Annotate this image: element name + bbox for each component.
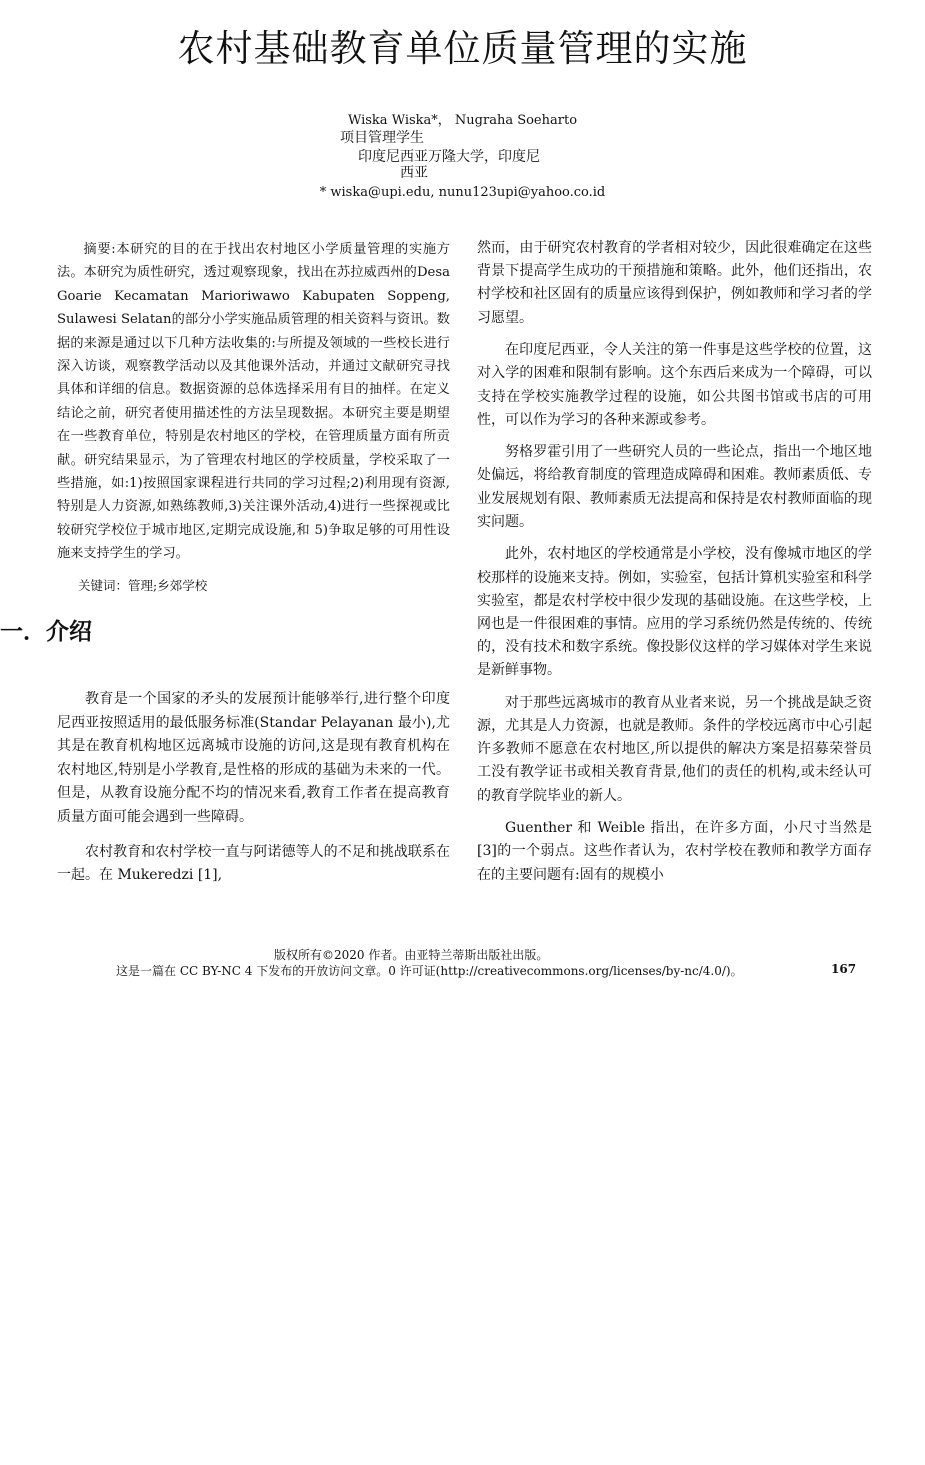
keywords: 关键词：管理;乡郊学校 bbox=[78, 578, 208, 593]
intro-left-column bbox=[57, 688, 450, 899]
footer-copyright: 版权所有©2020 作者。由亚特兰蒂斯出版社出版。 bbox=[274, 948, 549, 962]
author-names: Wiska Wiska*， Nugraha Soeharto bbox=[347, 113, 578, 128]
paragraph: 对于那些远离城市的教育从业者来说，另一个挑战是缺乏资源，尤其是人力资源，也就是教师。条件的学校远离市中心引起许多教师不愿意在农村地区,所以提供的解决方案是招募荣誉员工没有教学证书或相关教育背景,他们的责任的机构,或未经认可的教育学院毕业的新人。 bbox=[477, 694, 872, 804]
author-emails: * wiska@upi.edu, nunu123upi@yahoo.co.id bbox=[319, 185, 606, 200]
paragraph: 在印度尼西亚，令人关注的第一件事是这些学校的位置，这对入学的困难和限制有影响。这个东西后来成为一个障碍，可以支持在学校实施教学过程的设施，如公共图书馆或书店的可用性，可以作为学习的各种来源或参考。 bbox=[477, 342, 872, 428]
paragraph: 此外，农村地区的学校通常是小学校，没有像城市地区的学校那样的设施来支持。例如，实验室，包括计算机实验室和科学实验室，都是农村学校中很少发现的基础设施。在这些学校，上网也是一件很困难的事情。应用的学习系统仍然是传统的、传统的，没有技术和数字系统。像投影仪这样的学习媒体对学生来说是新鲜事物。 bbox=[477, 546, 872, 679]
abstract-block bbox=[57, 238, 450, 566]
footer-license: 这是一篇在 CC BY-NC 4 下发布的开放访问文章。0 许可证(http://creativecommons.org/licenses/by-nc/4.0/)。 bbox=[116, 964, 743, 978]
page-number: 167 bbox=[831, 962, 857, 976]
abstract-text: 摘要:本研究的目的在于找出农村地区小学质量管理的实施方法。本研究为质性研究，透过观察现象，找出在苏拉威西州的Desa Goarie Kecamatan Marioriwawo Kabupaten Soppeng, Sulawesi Selatan的部分小学实施品质管理的相关资料与资讯。数据的来源是通过以下几种方法收集的:与所提及领域的一些校长进行深入访谈，观察教学活动以及其他课外活动，并通过文献研究寻找具体和详细的信息。数据资源的总体选择采用有目的抽样。在定义结论之前，研究者使用描述性的方法呈现数据。本研究主要是期望在一些教育单位，特别是农村地区的学校，在管理质量方面有所贡献。研究结果显示，为了管理农村地区的学校质量，学校采取了一些措施，如:1)按照国家课程进行共同的学习过程;2)利用现有资源,特别是人力资源,如熟练教师,3)关注课外活动,4)进行一些探视或比较研究学校位于城市地区,定期完成设施,和 5)争取足够的可用性设施来支持学生的学习。 bbox=[57, 242, 450, 562]
paper-title: 农村基础教育单位质量管理的实施 bbox=[177, 27, 748, 70]
section-heading: 一．介绍 bbox=[0, 619, 92, 645]
paragraph: 努格罗霍引用了一些研究人员的一些论点，指出一个地区地处偏远，将给教育制度的管理造成障碍和困难。教师素质低、专业发展规划有限、教师素质无法提高和保持是农村教师面临的现实问题。 bbox=[477, 444, 872, 530]
paragraph: 教育是一个国家的矛头的发展预计能够举行,进行整个印度尼西亚按照适用的最低服务标准(Standar Pelayanan 最小),尤其是在教育机构地区远离城市设施的访问,这是现有教育机构在农村地区,特别是小学教育,是性格的形成的基础为未来的一代。但是，从教育设施分配不均的情况来看,教育工作者在提高教育质量方面可能会遇到一些障碍。 bbox=[57, 691, 450, 825]
affiliation-univ-line2: 西亚 bbox=[400, 165, 428, 181]
paragraph: 然而，由于研究农村教育的学者相对较少，因此很难确定在这些背景下提高学生成功的干预措施和策略。此外，他们还指出，农村学校和社区固有的质量应该得到保护，例如教师和学习者的学习愿望。 bbox=[477, 240, 872, 326]
paragraph: 农村教育和农村学校一直与阿诺德等人的不足和挑战联系在一起。在 Mukeredzi [1], bbox=[57, 843, 450, 884]
right-column bbox=[477, 237, 872, 896]
affiliation-univ-line1: 印度尼西亚万隆大学，印度尼 bbox=[358, 149, 540, 165]
affiliation-dept: 项目管理学生 bbox=[340, 130, 424, 146]
paragraph: Guenther 和 Weible 指出，在许多方面，小尺寸当然是[3]的一个弱点。这些作者认为，农村学校在教师和教学方面存在的主要问题有:固有的规模小 bbox=[477, 820, 872, 883]
